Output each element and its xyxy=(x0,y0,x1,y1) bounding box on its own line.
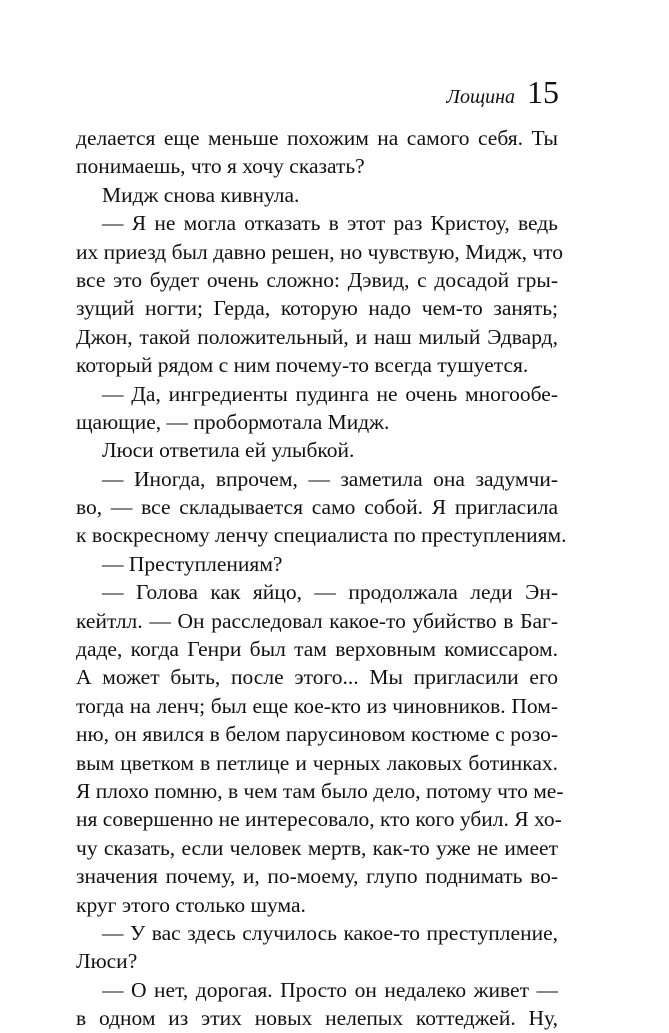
text-line: А может быть, после этого... Мы пригласили его xyxy=(76,665,558,690)
text-line: чу сказать, если человек мертв, как-то уже не имеет xyxy=(76,835,558,860)
page-number: 15 xyxy=(527,74,559,110)
text-line: их приезд был давно решен, но чувствую, Мидж, что xyxy=(76,239,563,264)
text-line: Люси? xyxy=(76,949,138,974)
text-line: вым цветком в петлице и черных лаковых ботинках. xyxy=(76,750,558,775)
text-line: щающие, — пробормотала Мидж. xyxy=(76,409,390,434)
text-line: к воскресному ленчу специалиста по преступлениям. xyxy=(76,523,567,548)
text-line: в одном из этих новых нелепых коттеджей. Ну, xyxy=(76,1006,558,1031)
text-line: Мидж снова кивнула. xyxy=(102,182,300,207)
body-text xyxy=(76,124,567,1033)
text-line: — Голова как яйцо, — продолжала леди Эн- xyxy=(102,580,558,605)
text-line: Джон, такой положительный, и наш милый Эдвард, xyxy=(76,324,558,349)
text-line: даде, когда Генри был там верховным комиссаром. xyxy=(76,637,558,662)
text-line: — Преступлениям? xyxy=(102,551,283,576)
text-line: круг этого столько шума. xyxy=(76,892,306,917)
text-line: ню, он явился в белом парусиновом костюме с розо- xyxy=(76,722,558,747)
text-line: все это будет очень сложно: Дэвид, с досадой гры- xyxy=(76,267,558,292)
text-line: — Да, ингредиенты пудинга не очень многообе- xyxy=(102,381,558,406)
text-line: зущий ногти; Герда, которую надо чем-то занять; xyxy=(76,296,558,321)
text-line: кейтлл. — Он расследовал какое-то убийство в Баг- xyxy=(76,608,558,633)
text-line: тогда на ленч; был еще кое-кто из чиновников. Пом- xyxy=(76,693,558,718)
text-line: — Я не могла отказать в этот раз Кристоу, ведь xyxy=(102,211,558,236)
text-line: Люси ответила ей улыбкой. xyxy=(102,438,355,463)
text-line: ня совершенно не интересовало, кто кого убил. Я хо- xyxy=(76,807,562,832)
running-title: Лощина xyxy=(446,86,515,108)
text-line: — У вас здесь случилось какое-то преступление, xyxy=(102,920,558,945)
running-head xyxy=(446,76,559,109)
text-line: значения почему, и, по-моему, глупо поднимать во- xyxy=(76,864,558,889)
text-line: который рядом с ним почему-то всегда тушуется. xyxy=(76,353,529,378)
text-line: — Иногда, впрочем, — заметила она задумчи- xyxy=(102,466,558,491)
text-line: делается еще меньше похожим на самого себя. Ты xyxy=(76,126,558,150)
text-line: Я плохо помню, в чем там было дело, потому что ме- xyxy=(76,778,564,803)
text-line: — О нет, дорогая. Просто он недалеко живет — xyxy=(102,977,558,1002)
text-line: во, — все складывается само собой. Я пригласила xyxy=(76,495,558,520)
text-line: понимаешь, что я хочу сказать? xyxy=(76,154,365,179)
